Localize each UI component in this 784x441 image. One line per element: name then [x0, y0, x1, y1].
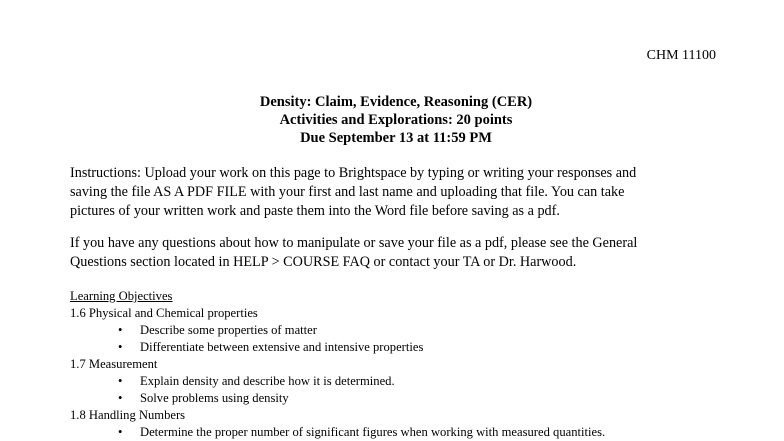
objective-bullet-item [70, 424, 750, 441]
title-line-2: Activities and Explorations: 20 points [279, 112, 513, 128]
bullet-icon: • [118, 323, 123, 337]
title-line-3: Due September 13 at 11:59 PM [300, 130, 492, 146]
objective-bullet-text: Describe some properties of matter [140, 323, 317, 337]
objective-bullet-text: Determine the proper number of significant figures when working with measured quantities. [140, 425, 606, 439]
help-line: Questions section located in HELP > COURSE FAQ or contact your TA or Dr. Harwood. [70, 254, 577, 270]
bullet-icon: • [118, 340, 123, 354]
instructions-line: Instructions: Upload your work on this page to Brightspace by typing or writing your responses and [70, 165, 637, 181]
objective-bullet-list [70, 322, 750, 356]
learning-objectives [70, 288, 750, 441]
objective-bullet-list [70, 424, 750, 441]
objective-bullet-item [70, 390, 750, 407]
objective-bullet-item [70, 322, 750, 339]
objective-bullet-item [70, 373, 750, 390]
objective-bullet-text: Solve problems using density [140, 391, 289, 405]
bullet-icon: • [118, 425, 123, 439]
bullet-icon: • [118, 374, 123, 388]
document-title [0, 93, 784, 147]
objective-section-title: 1.7 Measurement [70, 357, 158, 371]
objective-bullet-list [70, 373, 750, 407]
instructions-line: pictures of your written work and paste them into the Word file before saving as a pdf. [70, 203, 560, 219]
objective-bullet-text: Explain density and describe how it is determined. [140, 374, 395, 388]
help-paragraph [70, 234, 730, 272]
course-code: CHM 11100 [646, 48, 716, 63]
learning-objectives-heading: Learning Objectives [70, 289, 173, 303]
objective-bullet-text: Differentiate between extensive and intensive properties [140, 340, 424, 354]
objective-bullet-item [70, 339, 750, 356]
help-line: If you have any questions about how to manipulate or save your file as a pdf, please see the General [70, 235, 638, 251]
bullet-icon: • [118, 391, 123, 405]
title-line-1: Density: Claim, Evidence, Reasoning (CER) [259, 94, 533, 110]
objective-section-title: 1.6 Physical and Chemical properties [70, 306, 258, 320]
instructions-paragraph [70, 164, 730, 221]
instructions-line: saving the file AS A PDF FILE with your first and last name and uploading that file. You can take [70, 184, 625, 200]
objective-section-title: 1.8 Handling Numbers [70, 408, 186, 422]
